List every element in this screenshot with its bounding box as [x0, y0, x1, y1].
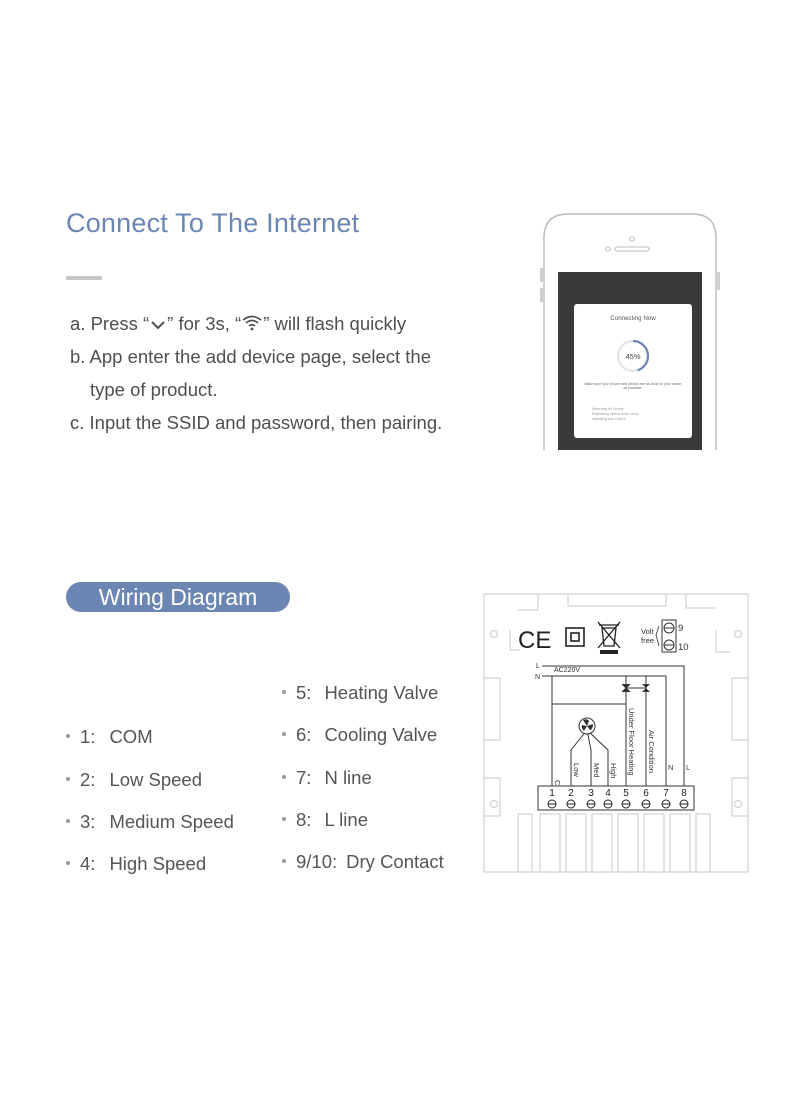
step-a-mid: ” for 3s, “ [167, 313, 242, 334]
wire-label: Air Condition [647, 730, 656, 773]
line-L-label: L [536, 663, 540, 670]
bullet [66, 819, 70, 823]
dry-contact-terminal [664, 623, 674, 650]
bullet [66, 861, 70, 865]
list-item: 1: COM [66, 726, 153, 748]
card-title: Connecting Now [610, 315, 656, 322]
phone-illustration [540, 210, 720, 450]
bullet [66, 734, 70, 738]
step-b-continued: type of product. [90, 379, 218, 400]
wire-label: N [668, 763, 674, 772]
wire-label: L [686, 763, 691, 772]
supply-label: AC220V [554, 667, 581, 674]
wire-label: High [609, 763, 618, 779]
terminal-number: 1 [549, 788, 555, 799]
wiring-title: Wiring Diagram [98, 584, 258, 610]
terminal-number: 3 [588, 788, 594, 799]
list-item: 7: N line [282, 767, 372, 789]
list-item: 3: Medium Speed [66, 811, 234, 833]
terminal-block [538, 786, 694, 810]
terminal-number: 5 [623, 788, 629, 799]
terminal-number: 7 [663, 788, 669, 799]
section-title: Connect To The Internet [66, 208, 360, 238]
double-insulation-icon [566, 628, 584, 646]
wire-label: Under Floor Heating [627, 708, 636, 776]
bullet [282, 732, 286, 736]
fan-icon [579, 718, 595, 734]
free-label: free [641, 636, 654, 645]
bullet [282, 775, 286, 779]
terminal-number: 2 [568, 788, 574, 799]
wiring-title-badge [66, 582, 290, 612]
list-item: 6: Cooling Valve [282, 724, 437, 746]
list-item: 4: High Speed [66, 853, 206, 875]
terminal-9: 9 [678, 623, 684, 634]
weee-bin-icon [598, 622, 620, 654]
card-note: Make sure your phone and device are as close to your router as possible. [584, 382, 682, 391]
list-item: 5: Heating Valve [282, 682, 438, 704]
list-item: 8: L line [282, 809, 368, 831]
status-item: Searching for Device [592, 407, 624, 411]
chevron-down-icon [149, 314, 167, 336]
list-item: 9/10: Dry Contact [282, 851, 444, 873]
step-a [70, 313, 406, 336]
line-N-label: N [535, 674, 541, 681]
bullet [282, 859, 286, 863]
step-a-suffix: ” will flash quickly [263, 313, 407, 334]
volt-label: Volt [641, 627, 654, 636]
progress-label: 45% [625, 352, 641, 361]
step-b: b. App enter the add device page, select the [70, 346, 432, 367]
list-item: 2: Low Speed [66, 769, 202, 791]
title-divider [66, 276, 102, 280]
ce-mark: CE [518, 627, 552, 654]
terminal-number: 6 [643, 788, 649, 799]
terminal-number: 4 [605, 788, 611, 799]
terminal-10: 10 [678, 642, 689, 653]
step-c: c. Input the SSID and password, then pairing. [70, 412, 443, 433]
bullet [66, 777, 70, 781]
bullet [282, 690, 286, 694]
wire-label: Med [592, 763, 601, 778]
status-item: Registering device to the cloud [592, 412, 639, 416]
wire-label: Low [572, 763, 581, 777]
step-a-prefix: a. Press “ [70, 313, 150, 334]
bullet [282, 817, 286, 821]
wifi-icon [241, 314, 263, 336]
status-item: Initializing your Device [592, 417, 626, 421]
wiring-diagram [480, 590, 752, 876]
terminal-number: 8 [681, 788, 687, 799]
